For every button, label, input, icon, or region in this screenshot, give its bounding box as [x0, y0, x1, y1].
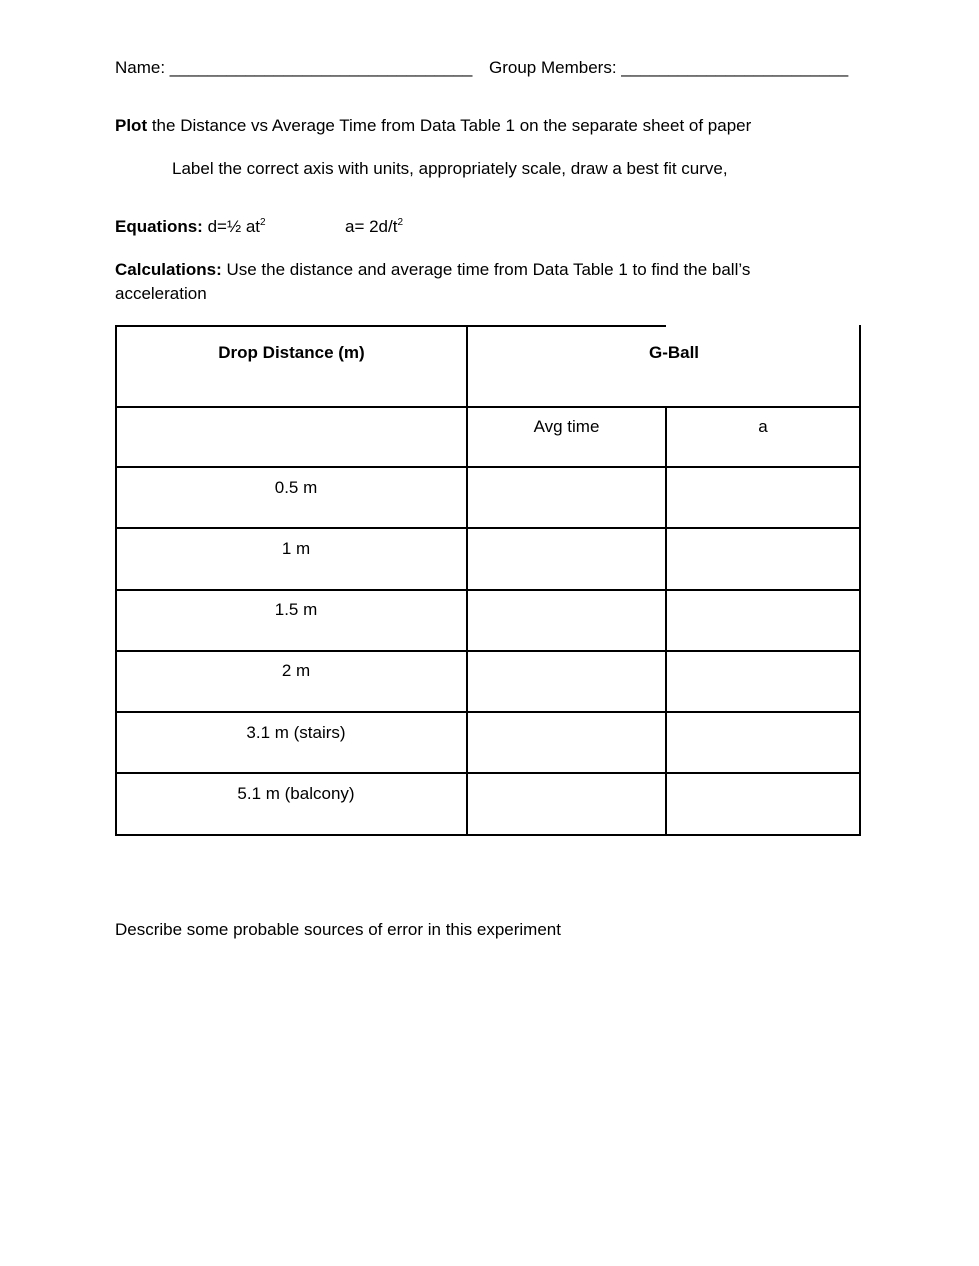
table-row-distance: 5.1 m (balcony) — [237, 784, 355, 803]
table-left-border — [115, 325, 117, 836]
drop-distance-header: Drop Distance (m) — [218, 343, 365, 362]
table-row-distance: 3.1 m (stairs) — [246, 723, 346, 742]
equations-label: Equations: — [115, 217, 203, 236]
error-sources-prompt: Describe some probable sources of error in this experiment — [115, 920, 561, 939]
plot-text: the Distance vs Average Time from Data Table 1 on the separate sheet of paper — [147, 116, 752, 135]
equation-distance-exponent: 2 — [260, 217, 266, 228]
acceleration-header: a — [758, 417, 768, 436]
plot-label: Plot — [115, 116, 148, 135]
table-row-distance: 1.5 m — [274, 600, 318, 619]
calculations-line — [115, 260, 750, 280]
table-row-distance: 0.5 m — [274, 478, 318, 497]
calculations-text: Use the distance and average time from Data Table 1 to find the ball’s — [221, 260, 751, 279]
avg-time-input-cell[interactable] — [468, 652, 665, 711]
plot-instruction — [115, 116, 751, 136]
group-members-field[interactable]: Group Members: ________________________ — [489, 58, 849, 77]
acceleration-input-cell[interactable] — [667, 591, 859, 650]
acceleration-input-cell[interactable] — [667, 468, 859, 527]
avg-time-input-cell[interactable] — [468, 774, 665, 834]
table-top-border — [115, 325, 666, 327]
calculations-text-continued: acceleration — [115, 284, 207, 303]
plot-detail-instruction: Label the correct axis with units, appropriately scale, draw a best fit curve, — [172, 159, 728, 178]
name-field[interactable]: Name: ________________________________ — [115, 58, 473, 77]
acceleration-input-cell[interactable] — [667, 652, 859, 711]
table-right-border — [859, 325, 861, 836]
acceleration-input-cell[interactable] — [667, 774, 859, 834]
equation-acceleration: a= 2d/t — [345, 217, 398, 236]
avg-time-header: Avg time — [533, 417, 600, 436]
table-bottom-border — [115, 834, 861, 836]
avg-time-input-cell[interactable] — [468, 713, 665, 772]
table-row-divider — [115, 406, 861, 408]
avg-time-input-cell[interactable] — [468, 591, 665, 650]
table-row-distance: 2 m — [281, 661, 311, 680]
equation-acceleration-wrap — [345, 217, 403, 237]
equations-line — [115, 217, 266, 237]
equation-distance: d=½ at — [202, 217, 261, 236]
avg-time-input-cell[interactable] — [468, 468, 665, 527]
calculations-label: Calculations: — [115, 260, 222, 279]
g-ball-header: G-Ball — [648, 343, 700, 362]
avg-time-input-cell[interactable] — [468, 529, 665, 589]
table-row-distance: 1 m — [281, 539, 311, 558]
data-table — [115, 325, 861, 836]
acceleration-input-cell[interactable] — [667, 713, 859, 772]
acceleration-input-cell[interactable] — [667, 529, 859, 589]
equation-acceleration-exponent: 2 — [397, 217, 404, 228]
